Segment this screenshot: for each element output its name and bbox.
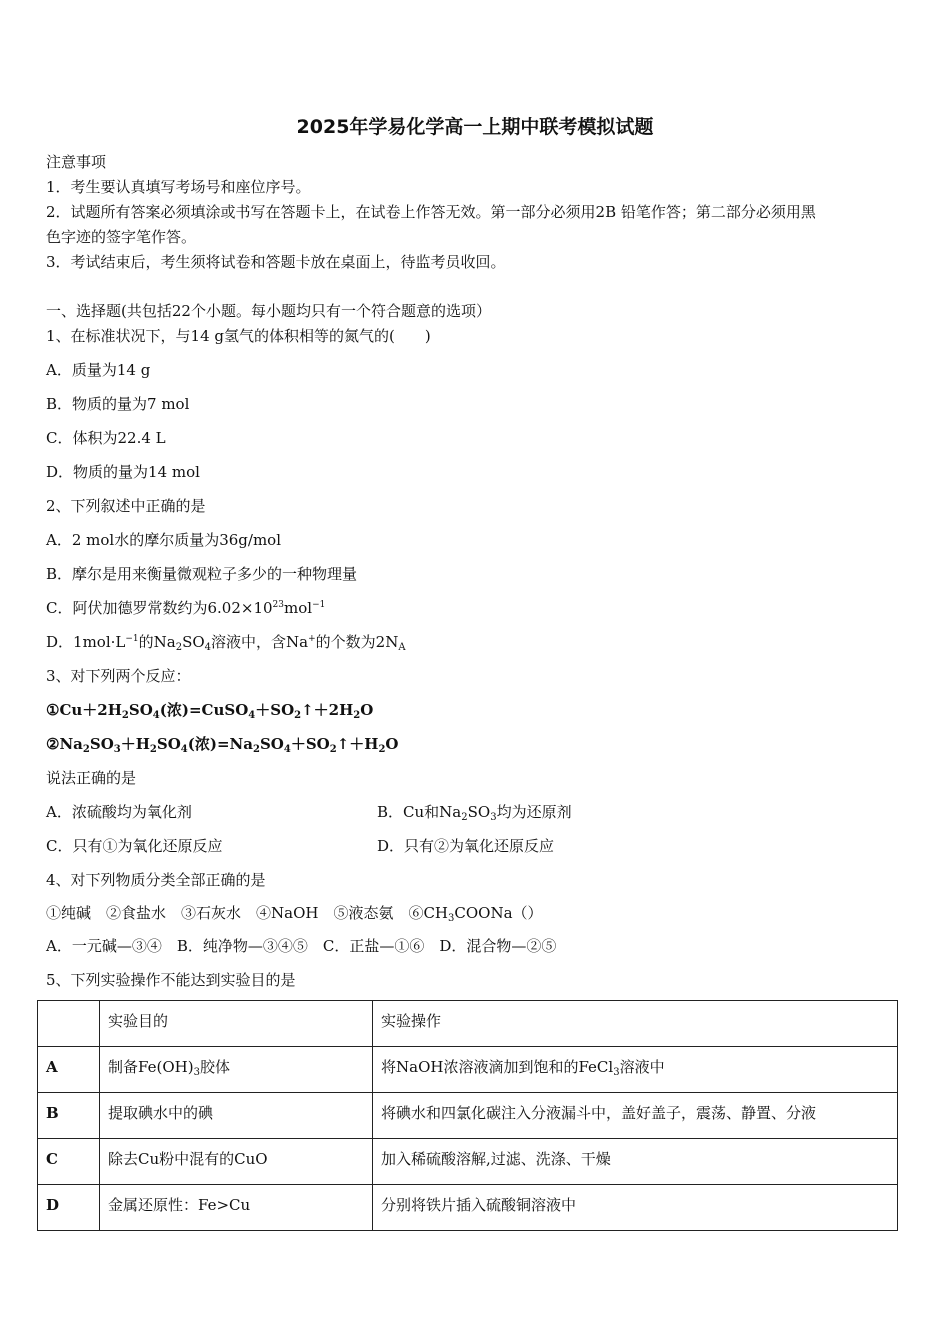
q3-prompt: 说法正确的是 xyxy=(46,769,137,787)
table-header-row xyxy=(38,1001,898,1047)
table-cell xyxy=(38,1001,100,1047)
q1-option-c: C．体积为22.4 L xyxy=(46,429,166,447)
q3-option-c: C．只有①为氧化还原反应 xyxy=(46,837,223,855)
q3-option-b: B．Cu和$Na_2SO_3$均为还原剂 xyxy=(377,803,572,823)
q3-stem: 3、对下列两个反应： xyxy=(46,667,191,685)
notice-line: 3．考试结束后，考生须将试卷和答题卡放在桌面上，待监考员收回。 xyxy=(46,253,506,271)
q4-stem: 4、对下列物质分类全部正确的是 xyxy=(46,871,266,889)
q3-option-a: A．浓硫酸均为氧化剂 xyxy=(46,803,192,821)
notice-heading: 注意事项 xyxy=(46,153,107,171)
q1-option-b: B．物质的量为7 mol xyxy=(46,395,190,413)
table-row xyxy=(38,1047,898,1093)
table-cell: 提取碘水中的碘 xyxy=(100,1093,373,1139)
table-cell: 除去Cu粉中混有的CuO xyxy=(100,1139,373,1185)
table-row xyxy=(38,1139,898,1185)
q1-option-d: D．物质的量为14 mol xyxy=(46,463,200,481)
table-cell: D xyxy=(38,1185,100,1231)
table-cell: B xyxy=(38,1093,100,1139)
q5-stem: 5、下列实验操作不能达到实验目的是 xyxy=(46,971,296,989)
table-cell: A xyxy=(38,1047,100,1093)
table-row xyxy=(38,1185,898,1231)
q2-option-b: B．摩尔是用来衡量微观粒子多少的一种物理量 xyxy=(46,565,358,583)
page-title: 2025年学易化学高一上期中联考模拟试题 xyxy=(296,116,654,138)
q2-option-a: A．2 mol水的摩尔质量为36g/mol xyxy=(46,531,281,549)
table-cell: 分别将铁片插入硫酸铜溶液中 xyxy=(373,1185,898,1231)
section-heading: 一、选择题(共包括22个小题。每小题均只有一个符合题意的选项） xyxy=(46,302,491,320)
table-cell: 实验操作 xyxy=(373,1001,898,1047)
q2-option-c: C．阿伏加德罗常数约为$6.02\times 10^{23}mol^{-1}$ xyxy=(46,599,326,617)
q3-option-d: D．只有②为氧化还原反应 xyxy=(377,837,555,855)
q1-option-a: A．质量为14 g xyxy=(46,361,151,379)
table-cell: C xyxy=(38,1139,100,1185)
q4-items: ①纯碱 ②食盐水 ③石灰水 ④NaOH ⑤液态氨 $⑥CH_3COONa()$ xyxy=(46,904,543,924)
table-cell: 将碘水和四氯化碳注入分液漏斗中，盖好盖子，震荡、静置、分液 xyxy=(373,1093,898,1139)
table-cell: 实验目的 xyxy=(100,1001,373,1047)
table-cell: 将NaOH浓溶液滴加到饱和的FeCl$_3$溶液中 xyxy=(373,1047,898,1093)
table-cell: 金属还原性：Fe>Cu xyxy=(100,1185,373,1231)
q2-stem: 2、下列叙述中正确的是 xyxy=(46,497,206,515)
table-cell: 加入稀硫酸溶解,过滤、洗涤、干燥 xyxy=(373,1139,898,1185)
q4-options: A．一元碱—③④ B．纯净物—③④⑤ C．正盐—①⑥ D．混合物—②⑤ xyxy=(46,937,557,955)
notice-line: 2．试题所有答案必须填涂或书写在答题卡上，在试卷上作答无效。第一部分必须用2B 铅笔作答；第二部分必须用黑 xyxy=(46,203,816,221)
q3-reaction-2: $②Na_2SO_3+H_2SO_4$(浓)$=Na_2SO_4+SO_2↑+H_2O$ xyxy=(46,735,399,755)
q5-table xyxy=(37,1000,898,1231)
notice-line: 1．考生要认真填写考场号和座位序号。 xyxy=(46,178,311,196)
table-row xyxy=(38,1093,898,1139)
table-cell: 制备$Fe(OH)_3$胶体 xyxy=(100,1047,373,1093)
q3-reaction-1: $①Cu+2H_2SO_4$(浓)$=CuSO_4+SO_2↑+2H_2O$ xyxy=(46,701,374,721)
q2-option-d: D．$1mol\cdot L^{-1}$的$Na_2SO_4$溶液中，含Na+的个数为$2N_A$ xyxy=(46,633,406,653)
q1-stem: 1、在标准状况下，与14 g氢气的体积相等的氮气的( ) xyxy=(46,327,431,345)
notice-line: 色字迹的签字笔作答。 xyxy=(46,228,197,246)
